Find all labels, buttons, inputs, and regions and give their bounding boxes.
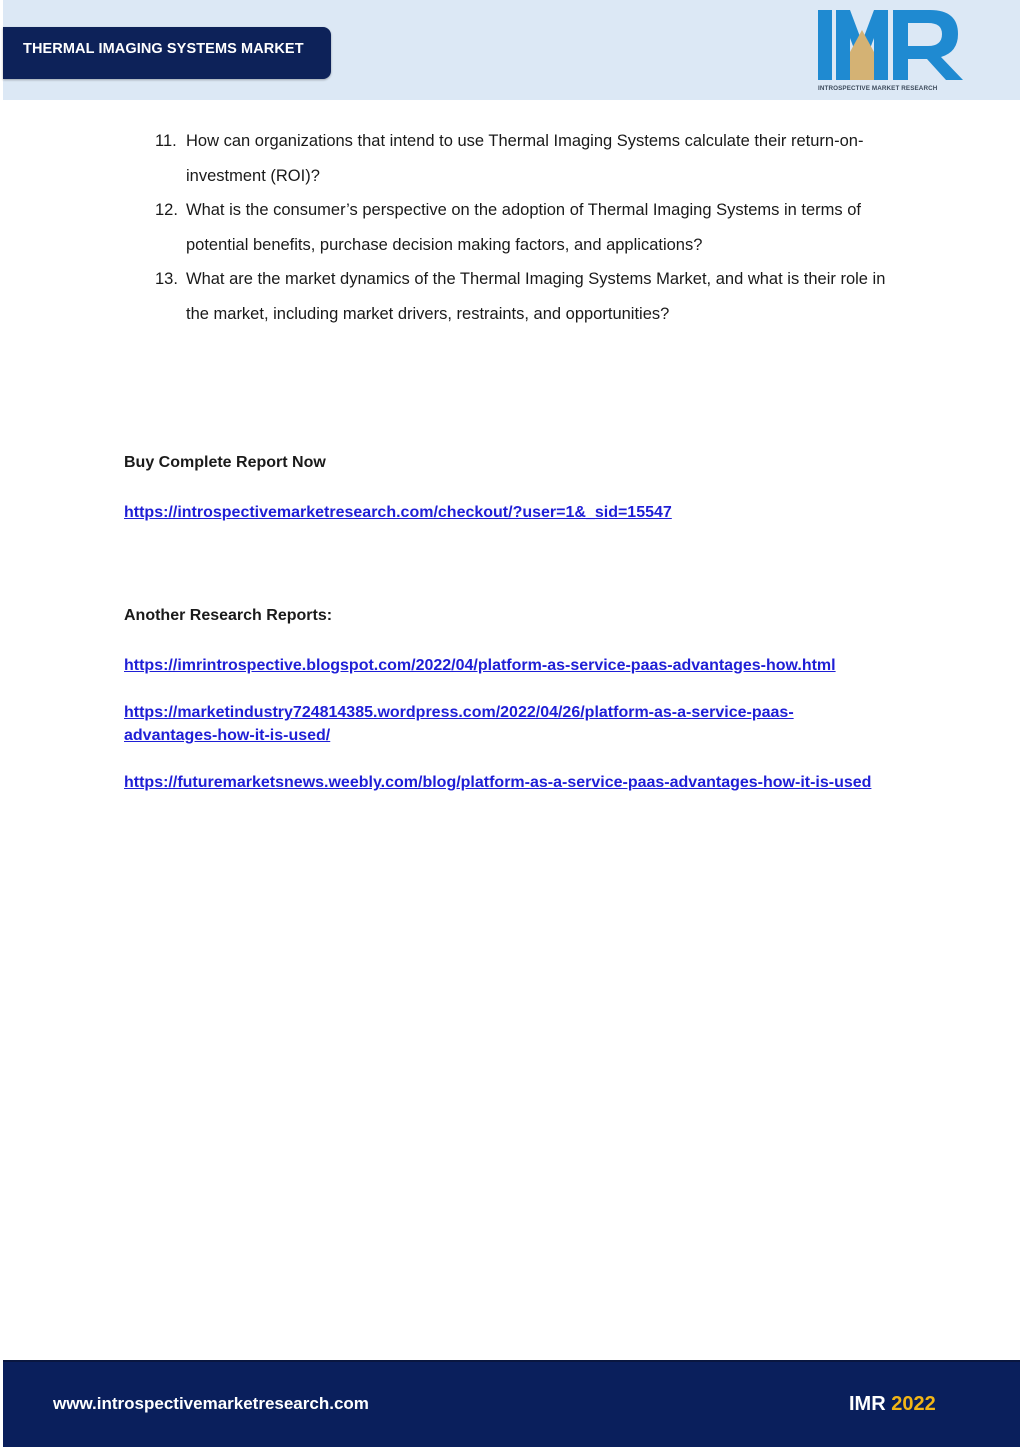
question-list <box>150 124 910 331</box>
footer-brand-year <box>849 1393 936 1416</box>
header-band <box>3 0 1020 100</box>
checkout-link[interactable]: https://introspectivemarketresearch.com/checkout/?user=1&_sid=15547 <box>124 504 672 521</box>
imr-logo-mark <box>815 8 965 84</box>
document-title: THERMAL IMAGING SYSTEMS MARKET <box>23 41 304 57</box>
report-link-wordpress[interactable]: https://marketindustry724814385.wordpress.com/2022/04/26/platform-as-a-service-paas-advantages-how-it-is-used/ <box>124 704 794 744</box>
imr-logo <box>815 8 965 96</box>
list-item-number: 12. <box>155 201 178 219</box>
report-link-weebly[interactable]: https://futuremarketsnews.weebly.com/blog/platform-as-a-service-paas-advantages-how-it-is-used <box>124 774 872 791</box>
footer-brand: IMR <box>849 1393 886 1415</box>
report-link-blogspot[interactable]: https://imrintrospective.blogspot.com/2022/04/platform-as-service-paas-advantages-how.html <box>124 657 836 674</box>
other-reports-heading: Another Research Reports: <box>124 607 333 624</box>
list-item-number: 11. <box>155 132 177 150</box>
document-title-tab <box>3 27 331 79</box>
footer-year: 2022 <box>891 1393 936 1415</box>
list-item-text: What are the market dynamics of the Thermal Imaging Systems Market, and what is their role in the market, including market drivers, restraints, and opportunities? <box>186 270 886 323</box>
footer-band <box>3 1360 1020 1447</box>
list-item <box>150 193 910 262</box>
list-item-number: 13. <box>155 270 178 288</box>
list-item <box>150 262 910 331</box>
footer-website-url: www.introspectivemarketresearch.com <box>53 1394 369 1413</box>
list-item-text: What is the consumer’s perspective on the adoption of Thermal Imaging Systems in terms of potential benefits, purchase decision making factors, and applications? <box>186 201 861 254</box>
list-item <box>150 124 910 193</box>
list-item-text: How can organizations that intend to use Thermal Imaging Systems calculate their return-on-investment (ROI)? <box>186 132 864 185</box>
logo-tagline: INTROSPECTIVE MARKET RESEARCH <box>818 85 938 92</box>
buy-report-heading: Buy Complete Report Now <box>124 454 326 471</box>
